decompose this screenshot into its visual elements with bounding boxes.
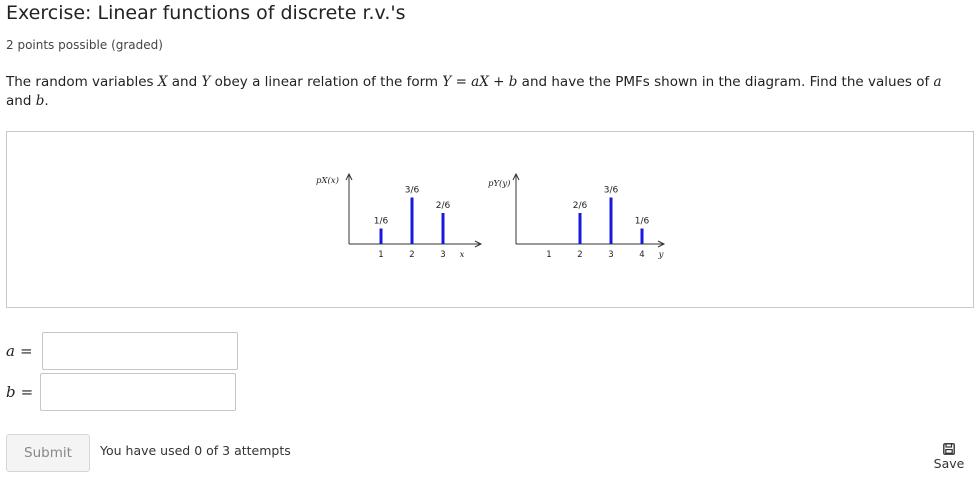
a-input[interactable] xyxy=(42,332,238,370)
x-axis-title: y xyxy=(658,250,664,260)
problem-statement: The random variables X and Y obey a linear relation of the form Y = aX + b and have the PMFs shown in the diagram. Find the values of a and b. xyxy=(6,74,942,109)
x-tick-label: 4 xyxy=(639,250,645,260)
bar-value-label: 1/6 xyxy=(634,216,650,227)
submit-button[interactable]: Submit xyxy=(6,434,90,472)
bar-value-label: 1/6 xyxy=(373,216,389,227)
x-axis-title: x xyxy=(459,250,465,260)
b-input[interactable] xyxy=(40,373,236,411)
bar-value-label: 2/6 xyxy=(435,201,451,212)
a-label: a = xyxy=(6,342,33,360)
pmf-diagram xyxy=(6,131,974,308)
save-label: Save xyxy=(933,456,965,471)
x-tick-label: 2 xyxy=(409,250,415,260)
y-axis-title: pX(x) xyxy=(316,176,339,186)
x-tick-label: 2 xyxy=(577,250,583,260)
page-title: Exercise: Linear functions of discrete r.v.'s xyxy=(6,2,406,24)
attempts-info: You have used 0 of 3 attempts xyxy=(100,443,291,458)
x-tick-label: 1 xyxy=(546,250,552,260)
save-icon xyxy=(943,443,955,455)
pmf-x-chart xyxy=(316,174,481,260)
b-label: b = xyxy=(6,383,34,401)
save-button[interactable] xyxy=(928,443,970,471)
bar-value-label: 2/6 xyxy=(572,201,588,212)
pmf-charts-svg xyxy=(7,132,973,307)
x-tick-label: 3 xyxy=(608,250,614,260)
bar-value-label: 3/6 xyxy=(404,185,420,196)
pmf-y-chart xyxy=(488,174,664,260)
points-info: 2 points possible (graded) xyxy=(6,38,163,52)
x-tick-label: 1 xyxy=(378,250,384,260)
y-axis-title: pY(y) xyxy=(488,179,511,189)
x-tick-label: 3 xyxy=(440,250,446,260)
bar-value-label: 3/6 xyxy=(603,185,619,196)
